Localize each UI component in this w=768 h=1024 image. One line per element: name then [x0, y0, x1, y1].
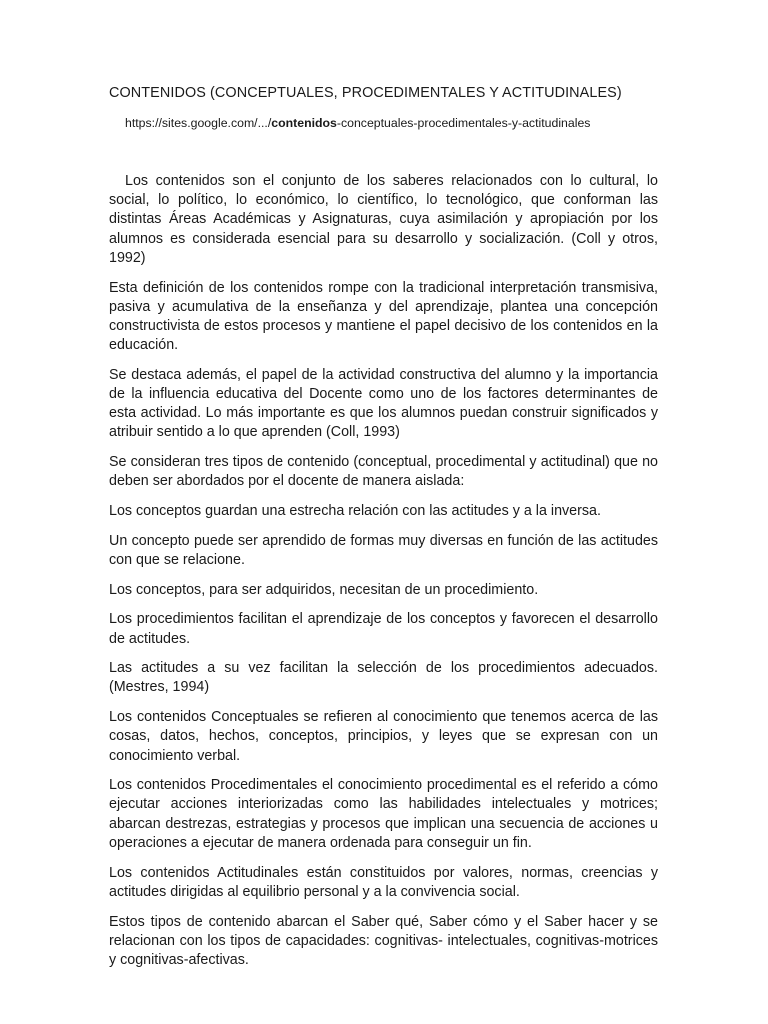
paragraph-procedures: Los procedimientos facilitan el aprendizaje de los conceptos y favorecen el desarrollo de actitudes. — [109, 611, 658, 647]
paragraph-capacities: Estos tipos de contenido abarcan el Saber qué, Saber cómo y el Saber hacer y se relacionan con los tipos de capacidades: cognitivas- intelectuales, cognitivas-motrices y cognitivas-afectivas. — [109, 913, 658, 968]
paragraph-concept-learning: Un concepto puede ser aprendido de formas muy diversas en función de las actitudes con que se relacione. — [109, 532, 658, 568]
paragraph-constructive-activity: Se destaca además, el papel de la actividad constructiva del alumno y la importancia de la influencia educativa del Docente como uno de los factores determinantes de esta actividad. Lo más importante es que los alumnos puedan construir significados y atribuir sentido a lo que aprenden (Coll, 1993) — [109, 366, 658, 441]
paragraph-concepts-attitudes: Los conceptos guardan una estrecha relación con las actitudes y a la inversa. — [109, 503, 601, 520]
url-bold-part: contenidos — [271, 116, 337, 130]
paragraph-conceptual-contents: Los contenidos Conceptuales se refieren al conocimiento que tenemos acerca de las cosas, datos, hechos, conceptos, principios, y leyes que se expresan con un conocimiento verbal. — [109, 709, 658, 764]
url-suffix: -conceptuales-procedimentales-y-actitudinales — [336, 116, 591, 130]
paragraph-three-types: Se consideran tres tipos de contenido (conceptual, procedimental y actitudinal) que no deben ser abordados por el docente de manera aislada: — [109, 454, 658, 490]
paragraph-attitudinal-contents: Los contenidos Actitudinales están constituidos por valores, normas, creencias y actitudes dirigidas al equilibrio personal y a la convivencia social. — [109, 864, 658, 900]
document-body — [109, 172, 658, 981]
paragraph-constructivist: Esta definición de los contenidos rompe con la tradicional interpretación transmisiva, pasiva y acumulativa de la enseñanza y del aprendizaje, plantea una concepción constructivista de estos procesos y mantiene el papel decisivo de los contenidos en la educación. — [109, 279, 658, 354]
paragraph-procedural-contents: Los contenidos Procedimentales el conocimiento procedimental es el referido a cómo ejecutar acciones interiorizadas como las habilidades intelectuales y motrices; abarcan destrezas, estrategias y procesos que implican una secuencia de acciones u operaciones a ejecutar de manera ordenada para conseguir un fin. — [109, 777, 658, 851]
source-url-link[interactable] — [125, 116, 590, 130]
paragraph-definition: Los contenidos son el conjunto de los saberes relacionados con lo cultural, lo social, lo político, lo económico, lo científico, lo tecnológico, que conforman las distintas Áreas Académicas y Asignaturas, cuya asimilación y apropiación por los alumnos es considerada esencial para su desarrollo y socialización. (Coll y otros, 1992) — [109, 173, 658, 266]
paragraph-concepts-procedure: Los conceptos, para ser adquiridos, necesitan de un procedimiento. — [109, 581, 539, 598]
url-prefix: https://sites.google.com/.../ — [125, 116, 272, 130]
document-title: CONTENIDOS (CONCEPTUALES, PROCEDIMENTALES Y ACTITUDINALES) — [109, 85, 622, 101]
paragraph-attitudes: Las actitudes a su vez facilitan la selección de los procedimientos adecuados. (Mestres, 1994) — [109, 660, 658, 696]
